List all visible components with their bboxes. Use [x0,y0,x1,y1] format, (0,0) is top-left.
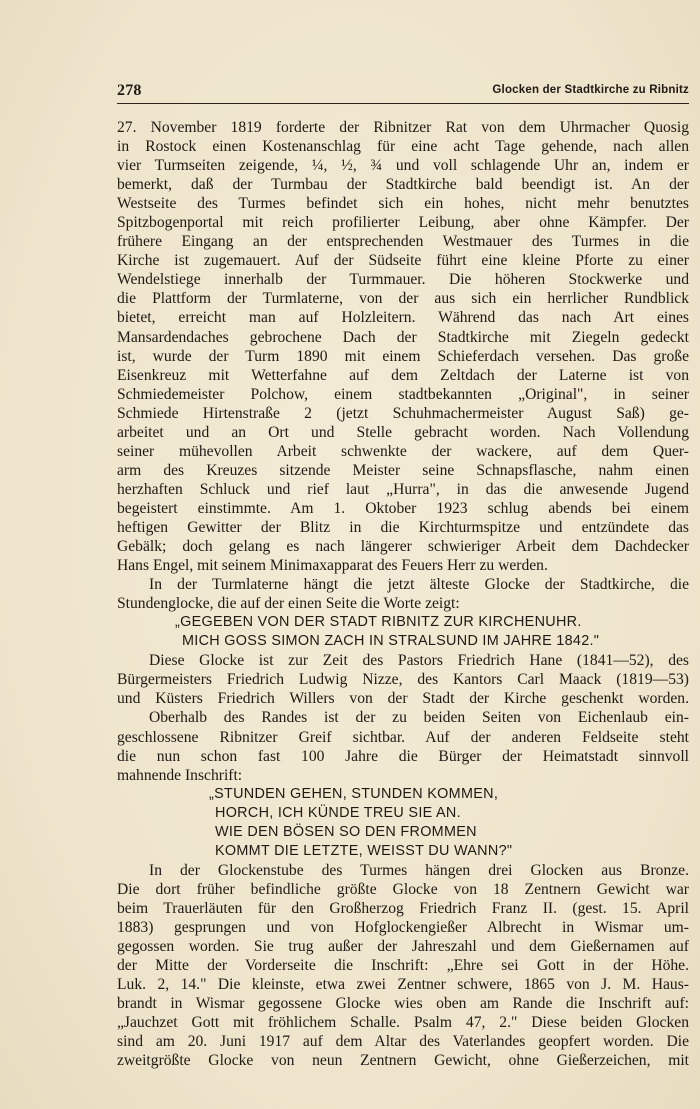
text-line: vier Turmseiten zeigende, ¼, ½, ¾ und voll schlagende Uhr an, indem er [117,157,689,175]
text-line: Westseite des Turmes befindet sich ein hohes, nicht mehr benutztes [117,195,689,213]
text-line: brandt in Wismar gegossene Glocke wies oben am Rande die Inschrift auf: [117,995,689,1013]
text-line: Eisenkreuz mit Wetterfahne auf dem Zeltdach der Laterne ist von [117,366,689,384]
text-line: seiner mühevollen Arbeit schwenkte der wackere, auf dem Quer- [117,442,689,460]
text-line: arbeitet und an Ort und Stelle gebracht worden. Nach Vollendung [117,423,689,441]
inscription-line: MICH GOSS SIMON ZACH IN STRALSUND IM JAHRE 1842." [182,633,600,650]
text-line: mahnende Inschrift: [117,766,243,784]
text-line: sind am 20. Juni 1917 auf dem Altar des Vaterlandes geopfert worden. Die [117,1033,689,1051]
text-line: 27. November 1819 forderte der Ribnitzer Rat von dem Uhrmacher Quosig [117,119,689,136]
running-title: Glocken der Stadtkirche zu Ribnitz [492,84,689,96]
text-line: Gebälk; doch gelang es nach längerer schwieriger Arbeit dem Dachdecker [117,538,689,556]
text-line: zweitgrößte Glocke von neun Zentnern Gewicht, ohne Gießerzeichen, mit [117,1052,689,1070]
inscription-line: „STUNDEN GEHEN, STUNDEN KOMMEN, [209,785,499,802]
inscription-line: KOMMT DIE LETZTE, WEISST DU WANN?" [215,842,513,859]
text-line: der Mitte der Vorderseite die Inschrift: „Ehre sei Gott in der Höhe. [117,957,689,975]
inscription-line: HORCH, ICH KÜNDE TREU SIE AN. [215,804,461,821]
text-line: arm des Kreuzes sitzende Meister seine Schnapsflasche, nahm einen [117,461,689,479]
text-line: In der Turmlaterne hängt die jetzt älteste Glocke der Stadtkirche, die [149,576,689,594]
text-line: herzhaften Schluck und rief laut „Hurra", in das die anwesende Jugend [117,480,689,498]
text-line: bietet, erreicht man auf Holzleitern. Während das nach Art eines [117,309,689,327]
text-line: gegossen worden. Sie trug außer der Jahreszahl und dem Gießernamen auf [117,938,689,956]
text-line: Spitzbogenportal mit reich profilierter Leibung, aber ohne Kämpfer. Der [117,214,689,232]
text-line: Schmiede Hirtenstraße 2 (jetzt Schuhmachermeister August Saß) ge- [117,404,689,422]
text-line: Oberhalb des Randes ist der zu beiden Seiten von Eichenlaub ein- [149,709,689,727]
text-line: heftigen Gewitter der Blitz in die Kirchturmspitze und entzündete das [117,518,689,536]
page-number: 278 [117,82,142,99]
inscription-line: „GEGEBEN VON DER STADT RIBNITZ ZUR KIRCHENUHR. [175,614,582,631]
text-line: Schmiedemeister Polchow, einem stadtbekannten „Original", in seiner [117,385,689,403]
page-header [117,82,689,102]
text-line: Wendelstiege innerhalb der Turmmauer. Die höheren Stockwerke und [117,271,689,289]
body-text [117,118,689,1070]
text-line: In der Glockenstube des Turmes hängen drei Glocken aus Bronze. [149,861,689,879]
text-line: und Küsters Friedrich Willers von der Stadt der Kirche geschenkt worden. [117,690,689,708]
text-line: Die dort früher befindliche größte Glocke von 18 Zentnern Gewicht war [117,880,689,898]
header-rule [117,103,689,104]
text-line: Hans Engel, mit seinem Minimaxapparat des Feuers Herr zu werden. [117,557,548,575]
text-line: ist, wurde der Turm 1890 mit einem Schieferdach versehen. Das große [117,347,689,365]
text-line: Stundenglocke, die auf der einen Seite die Worte zeigt: [117,595,460,613]
text-line: in Rostock einen Kostenanschlag für eine acht Tage gehende, nach allen [117,138,689,156]
text-line: bemerkt, daß der Turmbau der Stadtkirche bald beendigt ist. An der [117,176,689,194]
text-line: Luk. 2, 14." Die kleinste, etwa zwei Zentner schwere, 1865 von J. M. Haus- [117,976,689,994]
text-line: Kirche ist zugemauert. Auf der Südseite führt eine kleine Pforte zu einer [117,252,689,270]
text-line: Mansardendaches gebrochene Dach der Stadtkirche mit Ziegeln gedeckt [117,328,689,346]
text-line: frühere Eingang an der entsprechenden Westmauer des Turmes in die [117,233,689,251]
text-line: „Jauchzet Gott mit fröhlichem Schalle. Psalm 47, 2." Diese beiden Glocken [117,1014,689,1032]
text-line: begeistert einstimmte. Am 1. Oktober 1923 schlug abends bei einem [117,499,689,517]
text-line: Bürgermeisters Friedrich Ludwig Nizze, des Kantors Carl Maack (1819—53) [117,671,689,689]
text-line: geschlossene Ribnitzer Greif sichtbar. Auf der anderen Feldseite steht [117,728,689,746]
inscription-line: WIE DEN BÖSEN SO DEN FROMMEN [215,823,477,840]
text-line: Diese Glocke ist zur Zeit des Pastors Friedrich Hane (1841—52), des [149,652,689,670]
text-line: die Plattform der Turmlaterne, von der aus sich ein herrlicher Rundblick [117,290,689,308]
text-line: die nun schon fast 100 Jahre die Bürger der Heimatstadt sinnvoll [117,747,689,765]
text-line: beim Trauerläuten für den Großherzog Friedrich Franz II. (gest. 15. April [117,899,689,917]
text-line: 1883) gesprungen und von Hofglockengießer Albrecht in Wismar um- [117,918,689,936]
